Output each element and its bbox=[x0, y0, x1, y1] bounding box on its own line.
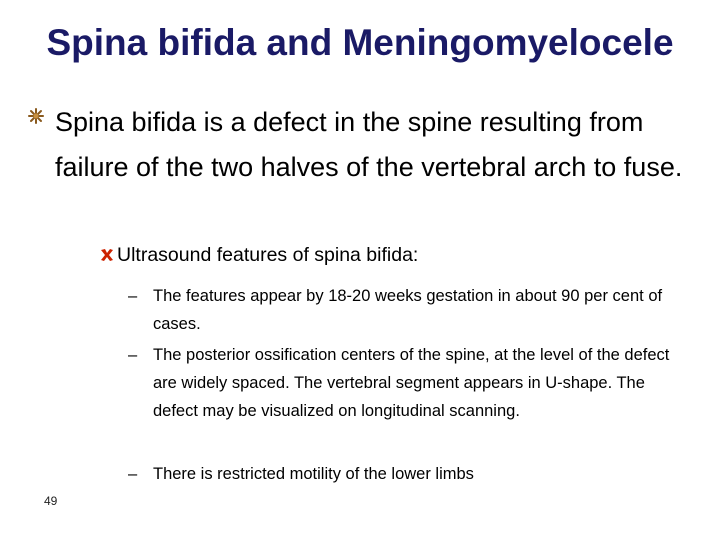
bullet-level2-text: Ultrasound features of spina bifida: bbox=[117, 244, 419, 266]
bullet-level3-item: The posterior ossification centers of the spine, at the level of the defect are widely spaced. The vertebral segment appears in U-shape. The defect may be visualized on longitudinal scanning. bbox=[153, 346, 670, 420]
x-mark-bullet-icon bbox=[99, 247, 115, 263]
page-number: 49 bbox=[44, 494, 58, 508]
bullet-level1-text: Spina bifida is a defect in the spine resulting from failure of the two halves of the vertebral arch to fuse. bbox=[55, 107, 683, 182]
dash-bullet: – bbox=[128, 346, 138, 364]
dash-bullet: – bbox=[128, 465, 138, 483]
bullet-level3-item: There is restricted motility of the lower limbs bbox=[153, 465, 474, 483]
starburst-bullet-icon bbox=[28, 108, 44, 124]
dash-bullet: – bbox=[128, 287, 138, 305]
bullet-level3-item: The features appear by 18-20 weeks gestation in about 90 per cent of cases. bbox=[153, 287, 663, 333]
slide-title: Spina bifida and Meningomyelocele bbox=[46, 22, 674, 63]
